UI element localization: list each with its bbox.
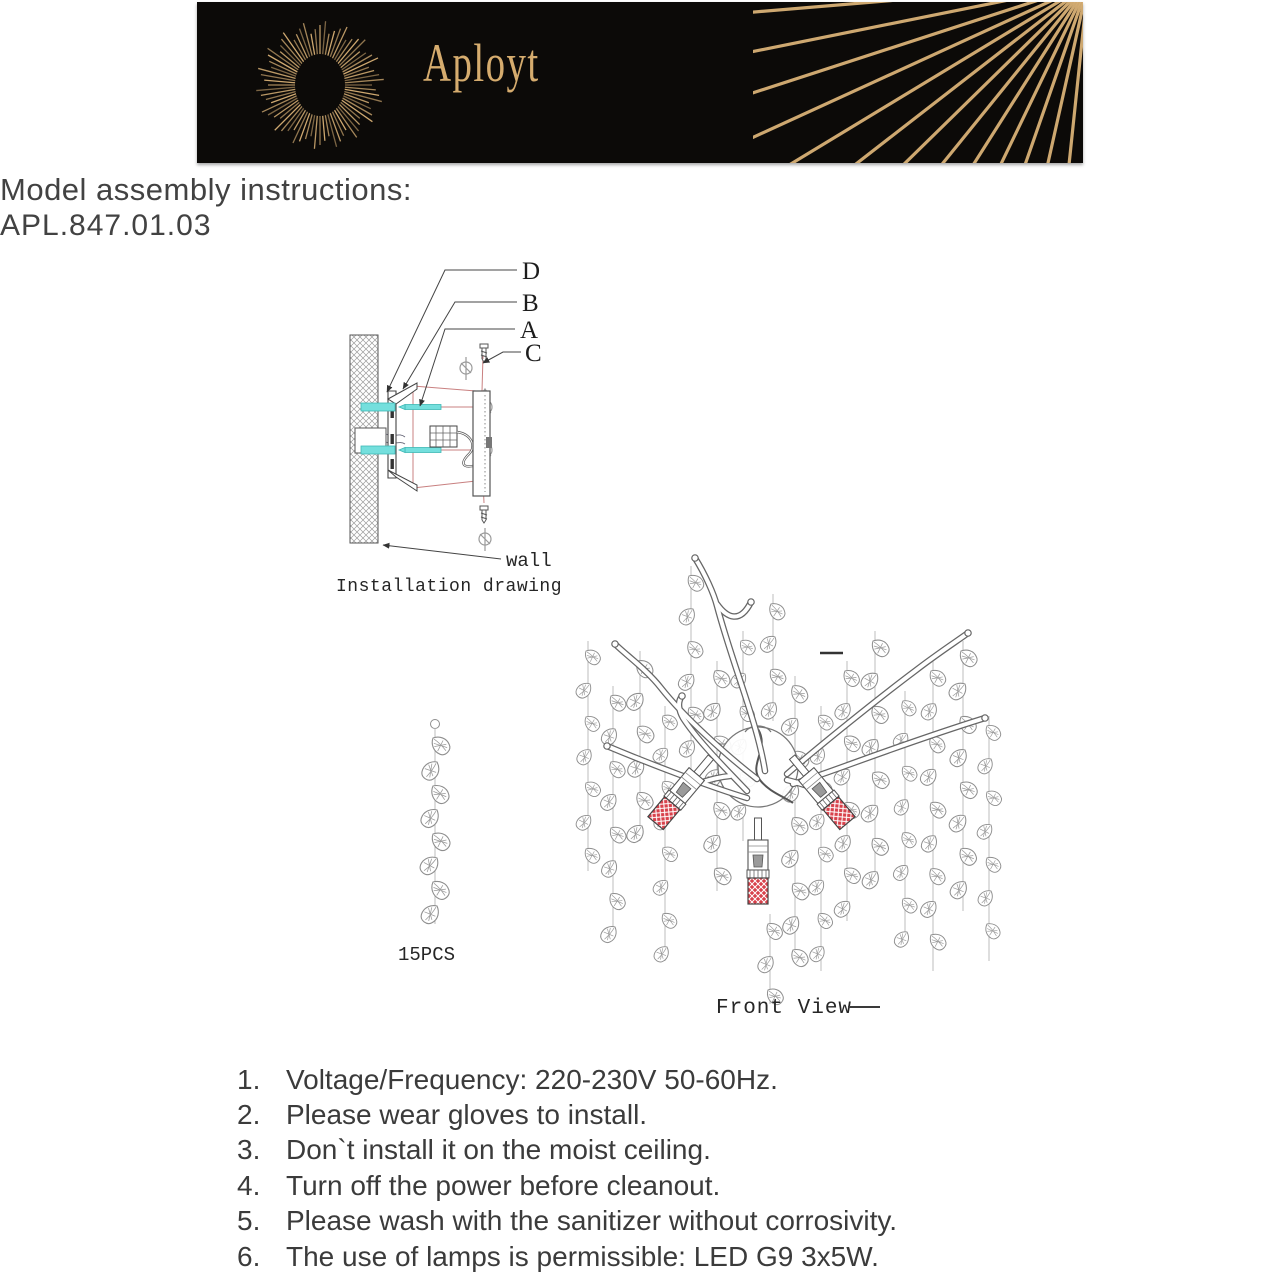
item-text: Turn off the power before cleanout.: [286, 1170, 721, 1201]
item-text: Don`t install it on the moist ceiling.: [286, 1134, 711, 1165]
chain-count-label: 15PCS: [398, 944, 456, 966]
item-number: 5.: [237, 1205, 261, 1236]
part-label-b: B: [522, 290, 539, 317]
page-title: Model assembly instructions:: [0, 172, 412, 207]
model-number: APL.847.01.03: [0, 209, 212, 242]
front-view-drawing: [565, 536, 1010, 1036]
item-text: Voltage/Frequency: 220-230V 50-60Hz.: [286, 1064, 778, 1095]
installation-caption: Installation drawing: [336, 577, 563, 597]
wall-label: wall: [506, 550, 552, 572]
item-number: 3.: [237, 1134, 261, 1165]
item-text: Please wear gloves to install.: [286, 1099, 648, 1130]
item-number: 4.: [237, 1170, 261, 1201]
starburst-logo-icon: [235, 6, 407, 161]
instruction-item: [237, 1241, 1097, 1273]
item-text: Please wash with the sanitizer without corrosivity.: [286, 1205, 898, 1236]
ray-fan-decoration-icon: [753, 2, 1083, 163]
instruction-item: [237, 1134, 1097, 1166]
part-label-a: A: [520, 317, 539, 344]
item-number: 2.: [237, 1099, 261, 1130]
instruction-item: [237, 1099, 1097, 1131]
item-text: The use of lamps is permissible: LED G9 3x5W.: [286, 1241, 879, 1272]
instruction-item: [237, 1170, 1097, 1202]
brand-name: Aployt: [423, 33, 540, 93]
item-number: 1.: [237, 1064, 261, 1095]
brand-banner: [197, 2, 1083, 163]
instruction-item: [237, 1205, 1097, 1237]
part-label-d: D: [522, 258, 541, 285]
front-view-caption: Front View: [716, 997, 853, 1020]
front-view-dash: [848, 1006, 880, 1008]
crystal-chain-drawing: [388, 714, 483, 944]
item-number: 6.: [237, 1241, 261, 1272]
part-label-c: C: [525, 340, 542, 367]
instruction-item: [237, 1064, 1097, 1096]
